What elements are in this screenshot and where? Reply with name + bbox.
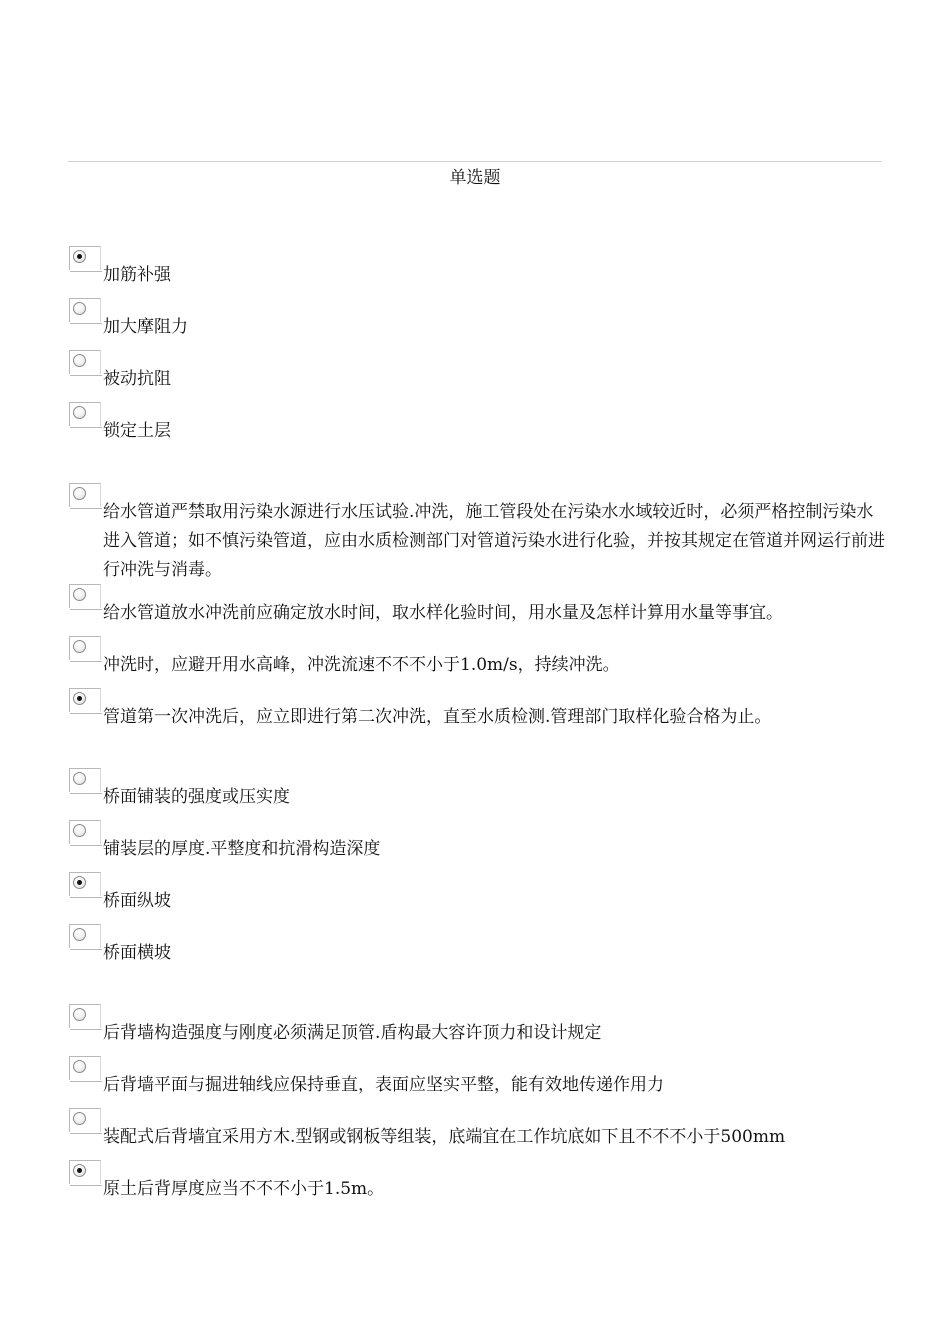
option-q3-a[interactable]: [68, 768, 888, 820]
radio-button[interactable]: [69, 350, 101, 374]
radio-unchecked-icon: [73, 487, 86, 500]
radio-button[interactable]: [69, 483, 101, 507]
question-4: [68, 1004, 888, 1212]
option-q1-b[interactable]: [68, 298, 888, 350]
option-q1-a[interactable]: [68, 246, 888, 298]
radio-unchecked-icon: [73, 824, 86, 837]
radio-button[interactable]: [69, 688, 101, 712]
radio-unchecked-icon: [73, 1112, 86, 1125]
question-2: [68, 483, 888, 740]
option-label: 后背墙平面与掘进轴线应保持垂直，表面应坚实平整，能有效地传递作用力: [103, 1075, 664, 1095]
radio-unchecked-icon: [73, 772, 86, 785]
question-3: [68, 768, 888, 976]
option-q2-b[interactable]: [68, 584, 888, 636]
radio-button[interactable]: [69, 1004, 101, 1028]
option-q2-c[interactable]: [68, 636, 888, 688]
radio-button[interactable]: [69, 246, 101, 270]
option-label: 桥面纵坡: [103, 891, 171, 911]
top-divider: [68, 161, 882, 162]
radio-unchecked-icon: [73, 640, 86, 653]
option-q3-d[interactable]: [68, 924, 888, 976]
radio-button[interactable]: [69, 402, 101, 426]
radio-button[interactable]: [69, 820, 101, 844]
option-label: 锁定土层: [103, 421, 171, 441]
radio-button[interactable]: [69, 924, 101, 948]
radio-button[interactable]: [69, 636, 101, 660]
section-title: 单选题: [449, 168, 501, 188]
option-q3-c[interactable]: [68, 872, 888, 924]
radio-checked-icon: [73, 692, 86, 705]
option-label: 铺装层的厚度.平整度和抗滑构造深度: [103, 839, 381, 859]
radio-button[interactable]: [69, 768, 101, 792]
option-label: 加筋补强: [103, 265, 171, 285]
option-q4-c[interactable]: [68, 1108, 888, 1160]
radio-button[interactable]: [69, 872, 101, 896]
radio-button[interactable]: [69, 1108, 101, 1132]
option-label: 管道第一次冲洗后，应立即进行第二次冲洗，直至水质检测.管理部门取样化验合格为止。: [103, 707, 772, 727]
option-q4-a[interactable]: [68, 1004, 888, 1056]
option-q4-d[interactable]: [68, 1160, 888, 1212]
option-q2-d[interactable]: [68, 688, 888, 740]
radio-unchecked-icon: [73, 354, 86, 367]
option-label: 给水管道放水冲洗前应确定放水时间，取水样化验时间，用水量及怎样计算用水量等事宜。: [103, 603, 783, 623]
option-label: 被动抗阻: [103, 369, 171, 389]
radio-unchecked-icon: [73, 302, 86, 315]
radio-checked-icon: [73, 876, 86, 889]
option-label: 装配式后背墙宜采用方木.型钢或钢板等组装，底端宜在工作坑底如下且不不不小于500mm: [103, 1127, 786, 1147]
radio-unchecked-icon: [73, 1008, 86, 1021]
option-label: 冲洗时，应避开用水高峰，冲洗流速不不不小于1.0m/s，持续冲洗。: [103, 655, 620, 675]
option-label: 加大摩阻力: [103, 317, 188, 337]
radio-unchecked-icon: [73, 406, 86, 419]
question-1: [68, 246, 888, 454]
radio-checked-icon: [73, 1164, 86, 1177]
radio-button[interactable]: [69, 1056, 101, 1080]
radio-unchecked-icon: [73, 588, 86, 601]
option-q2-a[interactable]: [68, 483, 888, 584]
option-q3-b[interactable]: [68, 820, 888, 872]
radio-unchecked-icon: [73, 928, 86, 941]
radio-button[interactable]: [69, 1160, 101, 1184]
radio-button[interactable]: [69, 298, 101, 322]
option-label: 桥面铺装的强度或压实度: [103, 787, 290, 807]
option-q1-d[interactable]: [68, 402, 888, 454]
option-label: 给水管道严禁取用污染水源进行水压试验.冲洗，施工管段处在污染水水域较近时，必须严格控制污染水进入管道；如不慎污染管道，应由水质检测部门对管道污染水进行化验，并按其规定在管道并网运行前进行冲洗与消毒。: [103, 502, 885, 580]
radio-unchecked-icon: [73, 1060, 86, 1073]
radio-button[interactable]: [69, 584, 101, 608]
option-label: 桥面横坡: [103, 943, 171, 963]
radio-checked-icon: [73, 250, 86, 263]
option-label: 原土后背厚度应当不不不小于1.5m。: [103, 1179, 385, 1199]
option-q1-c[interactable]: [68, 350, 888, 402]
option-q4-b[interactable]: [68, 1056, 888, 1108]
option-label: 后背墙构造强度与刚度必须满足顶管.盾构最大容许顶力和设计规定: [103, 1023, 602, 1043]
